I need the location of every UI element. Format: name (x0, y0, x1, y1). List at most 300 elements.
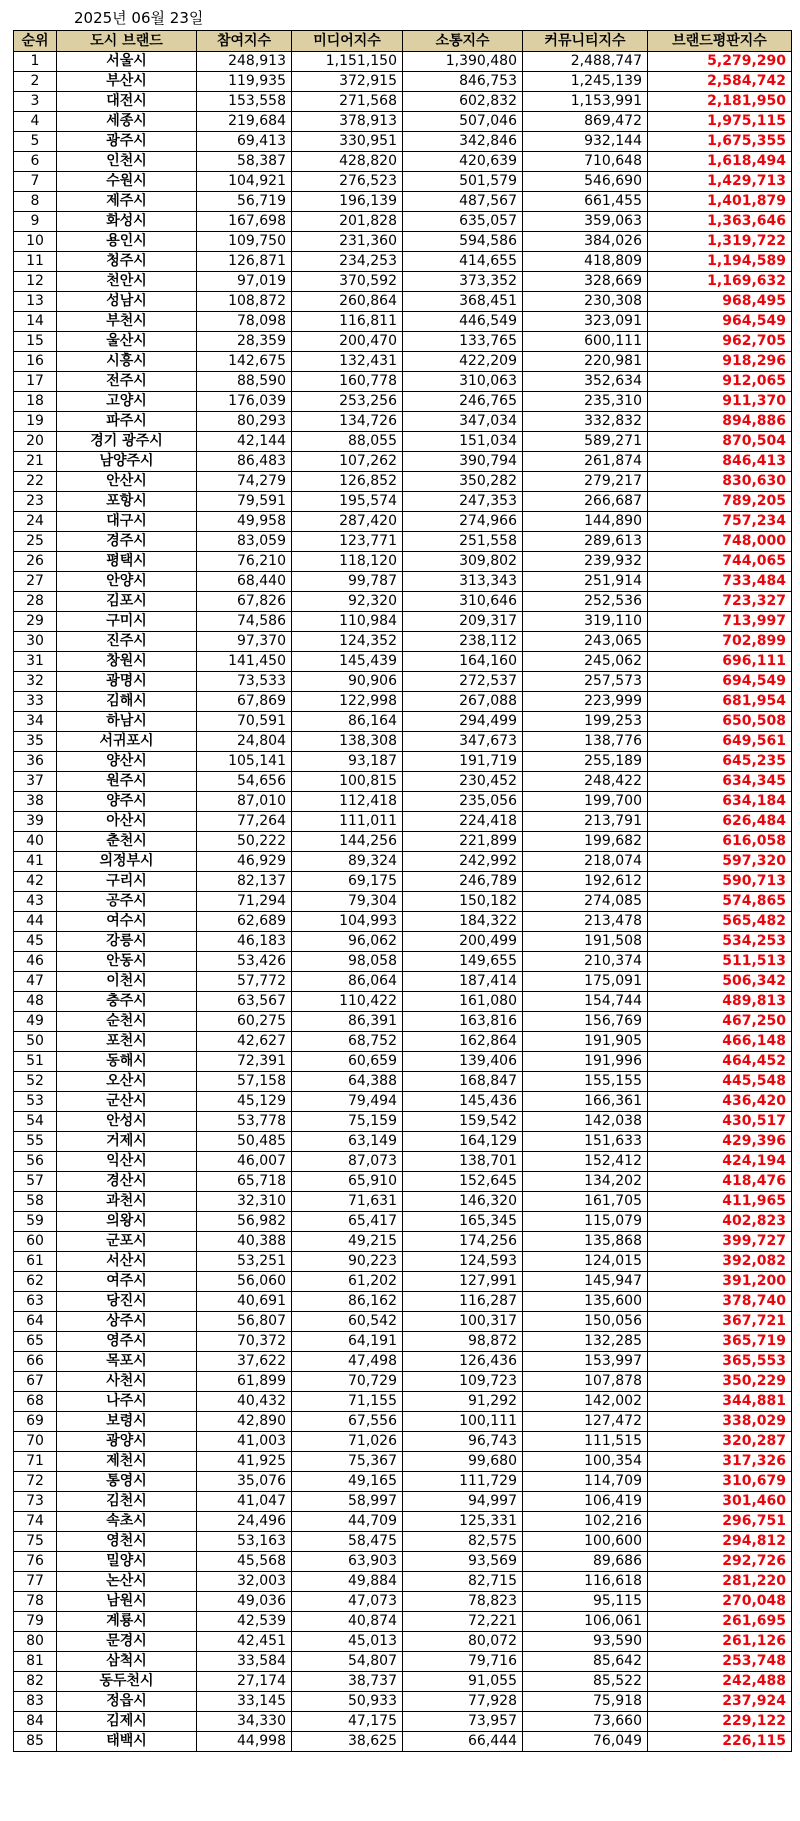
media-index-cell: 100,815 (292, 772, 403, 792)
communication-index-cell: 200,499 (403, 932, 523, 952)
community-index-cell: 223,999 (523, 692, 648, 712)
brand-reputation-index-cell: 365,553 (648, 1352, 792, 1372)
participation-index-cell: 82,137 (197, 872, 292, 892)
city-brand-ranking-table (13, 30, 792, 1752)
media-index-cell: 38,625 (292, 1732, 403, 1752)
media-index-cell: 47,175 (292, 1712, 403, 1732)
table-row (14, 1672, 792, 1692)
brand-reputation-index-cell: 467,250 (648, 1012, 792, 1032)
communication-index-cell: 310,063 (403, 372, 523, 392)
participation-index-cell: 74,586 (197, 612, 292, 632)
communication-index-cell: 313,343 (403, 572, 523, 592)
brand-reputation-index-cell: 1,319,722 (648, 232, 792, 252)
community-index-cell: 191,996 (523, 1052, 648, 1072)
communication-index-cell: 91,292 (403, 1392, 523, 1412)
rank-cell: 32 (14, 672, 57, 692)
communication-index-cell: 602,832 (403, 92, 523, 112)
media-index-cell: 201,828 (292, 212, 403, 232)
brand-reputation-index-cell: 789,205 (648, 492, 792, 512)
table-row (14, 1172, 792, 1192)
media-index-cell: 86,391 (292, 1012, 403, 1032)
participation-index-cell: 97,019 (197, 272, 292, 292)
media-index-cell: 64,388 (292, 1072, 403, 1092)
rank-cell: 2 (14, 72, 57, 92)
brand-reputation-index-cell: 1,975,115 (648, 112, 792, 132)
table-row (14, 1632, 792, 1652)
brand-reputation-index-cell: 694,549 (648, 672, 792, 692)
communication-index-cell: 100,111 (403, 1412, 523, 1432)
community-index-cell: 546,690 (523, 172, 648, 192)
community-index-cell: 319,110 (523, 612, 648, 632)
table-row (14, 1392, 792, 1412)
participation-index-cell: 67,826 (197, 592, 292, 612)
city-brand-cell: 김천시 (57, 1492, 197, 1512)
city-brand-cell: 양주시 (57, 792, 197, 812)
column-header-media-index: 미디어지수 (292, 31, 403, 52)
participation-index-cell: 126,871 (197, 252, 292, 272)
media-index-cell: 372,915 (292, 72, 403, 92)
brand-reputation-index-cell: 649,561 (648, 732, 792, 752)
table-row (14, 1592, 792, 1612)
communication-index-cell: 73,957 (403, 1712, 523, 1732)
media-index-cell: 111,011 (292, 812, 403, 832)
participation-index-cell: 88,590 (197, 372, 292, 392)
communication-index-cell: 125,331 (403, 1512, 523, 1532)
participation-index-cell: 142,675 (197, 352, 292, 372)
community-index-cell: 156,769 (523, 1012, 648, 1032)
communication-index-cell: 310,646 (403, 592, 523, 612)
media-index-cell: 132,431 (292, 352, 403, 372)
community-index-cell: 111,515 (523, 1432, 648, 1452)
community-index-cell: 352,634 (523, 372, 648, 392)
media-index-cell: 40,874 (292, 1612, 403, 1632)
communication-index-cell: 487,567 (403, 192, 523, 212)
community-index-cell: 134,202 (523, 1172, 648, 1192)
table-row (14, 212, 792, 232)
rank-cell: 82 (14, 1672, 57, 1692)
city-brand-cell: 제천시 (57, 1452, 197, 1472)
community-index-cell: 155,155 (523, 1072, 648, 1092)
community-index-cell: 89,686 (523, 1552, 648, 1572)
city-brand-cell: 경산시 (57, 1172, 197, 1192)
city-brand-cell: 부산시 (57, 72, 197, 92)
city-brand-cell: 여수시 (57, 912, 197, 932)
rank-cell: 10 (14, 232, 57, 252)
table-row (14, 52, 792, 72)
media-index-cell: 54,807 (292, 1652, 403, 1672)
media-index-cell: 122,998 (292, 692, 403, 712)
brand-reputation-index-cell: 445,548 (648, 1072, 792, 1092)
rank-cell: 50 (14, 1032, 57, 1052)
table-row (14, 592, 792, 612)
communication-index-cell: 246,789 (403, 872, 523, 892)
table-row (14, 652, 792, 672)
city-brand-cell: 제주시 (57, 192, 197, 212)
table-row (14, 412, 792, 432)
city-brand-cell: 밀양시 (57, 1552, 197, 1572)
rank-cell: 29 (14, 612, 57, 632)
media-index-cell: 60,659 (292, 1052, 403, 1072)
table-row (14, 272, 792, 292)
communication-index-cell: 91,055 (403, 1672, 523, 1692)
rank-cell: 42 (14, 872, 57, 892)
rank-cell: 38 (14, 792, 57, 812)
rank-cell: 24 (14, 512, 57, 532)
community-index-cell: 289,613 (523, 532, 648, 552)
table-row (14, 1572, 792, 1592)
community-index-cell: 243,065 (523, 632, 648, 652)
community-index-cell: 175,091 (523, 972, 648, 992)
city-brand-cell: 과천시 (57, 1192, 197, 1212)
media-index-cell: 63,149 (292, 1132, 403, 1152)
report-date: 2025년 06월 23일 (74, 9, 204, 27)
communication-index-cell: 151,034 (403, 432, 523, 452)
brand-reputation-index-cell: 681,954 (648, 692, 792, 712)
media-index-cell: 110,422 (292, 992, 403, 1012)
participation-index-cell: 78,098 (197, 312, 292, 332)
communication-index-cell: 98,872 (403, 1332, 523, 1352)
community-index-cell: 199,253 (523, 712, 648, 732)
media-index-cell: 107,262 (292, 452, 403, 472)
brand-reputation-index-cell: 696,111 (648, 652, 792, 672)
community-index-cell: 150,056 (523, 1312, 648, 1332)
communication-index-cell: 164,129 (403, 1132, 523, 1152)
media-index-cell: 69,175 (292, 872, 403, 892)
participation-index-cell: 104,921 (197, 172, 292, 192)
communication-index-cell: 347,034 (403, 412, 523, 432)
rank-cell: 21 (14, 452, 57, 472)
city-brand-cell: 거제시 (57, 1132, 197, 1152)
media-index-cell: 70,729 (292, 1372, 403, 1392)
rank-cell: 3 (14, 92, 57, 112)
communication-index-cell: 80,072 (403, 1632, 523, 1652)
brand-reputation-index-cell: 912,065 (648, 372, 792, 392)
city-brand-cell: 창원시 (57, 652, 197, 672)
brand-reputation-index-cell: 344,881 (648, 1392, 792, 1412)
brand-reputation-index-cell: 616,058 (648, 832, 792, 852)
rank-cell: 40 (14, 832, 57, 852)
rank-cell: 52 (14, 1072, 57, 1092)
table-row (14, 812, 792, 832)
city-brand-cell: 인천시 (57, 152, 197, 172)
participation-index-cell: 49,036 (197, 1592, 292, 1612)
table-row (14, 972, 792, 992)
city-brand-cell: 안성시 (57, 1112, 197, 1132)
participation-index-cell: 108,872 (197, 292, 292, 312)
community-index-cell: 76,049 (523, 1732, 648, 1752)
communication-index-cell: 274,966 (403, 512, 523, 532)
community-index-cell: 359,063 (523, 212, 648, 232)
participation-index-cell: 56,982 (197, 1212, 292, 1232)
rank-cell: 5 (14, 132, 57, 152)
rank-cell: 39 (14, 812, 57, 832)
media-index-cell: 124,352 (292, 632, 403, 652)
media-index-cell: 160,778 (292, 372, 403, 392)
table-row (14, 1072, 792, 1092)
communication-index-cell: 267,088 (403, 692, 523, 712)
communication-index-cell: 230,452 (403, 772, 523, 792)
table-row (14, 552, 792, 572)
city-brand-cell: 계룡시 (57, 1612, 197, 1632)
city-brand-cell: 사천시 (57, 1372, 197, 1392)
media-index-cell: 260,864 (292, 292, 403, 312)
city-brand-cell: 보령시 (57, 1412, 197, 1432)
community-index-cell: 166,361 (523, 1092, 648, 1112)
participation-index-cell: 40,432 (197, 1392, 292, 1412)
media-index-cell: 60,542 (292, 1312, 403, 1332)
media-index-cell: 104,993 (292, 912, 403, 932)
media-index-cell: 88,055 (292, 432, 403, 452)
brand-reputation-index-cell: 894,886 (648, 412, 792, 432)
communication-index-cell: 184,322 (403, 912, 523, 932)
rank-cell: 67 (14, 1372, 57, 1392)
community-index-cell: 332,832 (523, 412, 648, 432)
media-index-cell: 231,360 (292, 232, 403, 252)
communication-index-cell: 247,353 (403, 492, 523, 512)
rank-cell: 22 (14, 472, 57, 492)
brand-reputation-index-cell: 846,413 (648, 452, 792, 472)
communication-index-cell: 242,992 (403, 852, 523, 872)
city-brand-cell: 당진시 (57, 1292, 197, 1312)
media-index-cell: 123,771 (292, 532, 403, 552)
table-row (14, 1112, 792, 1132)
community-index-cell: 191,508 (523, 932, 648, 952)
community-index-cell: 95,115 (523, 1592, 648, 1612)
communication-index-cell: 146,320 (403, 1192, 523, 1212)
communication-index-cell: 139,406 (403, 1052, 523, 1072)
rank-cell: 69 (14, 1412, 57, 1432)
community-index-cell: 145,947 (523, 1272, 648, 1292)
participation-index-cell: 53,251 (197, 1252, 292, 1272)
table-row (14, 372, 792, 392)
communication-index-cell: 94,997 (403, 1492, 523, 1512)
media-index-cell: 63,903 (292, 1552, 403, 1572)
city-brand-cell: 안동시 (57, 952, 197, 972)
brand-reputation-index-cell: 365,719 (648, 1332, 792, 1352)
rank-cell: 14 (14, 312, 57, 332)
table-row (14, 1212, 792, 1232)
community-index-cell: 124,015 (523, 1252, 648, 1272)
rank-cell: 49 (14, 1012, 57, 1032)
communication-index-cell: 82,575 (403, 1532, 523, 1552)
table-row (14, 1472, 792, 1492)
participation-index-cell: 42,451 (197, 1632, 292, 1652)
city-brand-cell: 청주시 (57, 252, 197, 272)
brand-reputation-index-cell: 723,327 (648, 592, 792, 612)
community-index-cell: 114,709 (523, 1472, 648, 1492)
media-index-cell: 253,256 (292, 392, 403, 412)
media-index-cell: 68,752 (292, 1032, 403, 1052)
communication-index-cell: 246,765 (403, 392, 523, 412)
participation-index-cell: 24,804 (197, 732, 292, 752)
participation-index-cell: 53,778 (197, 1112, 292, 1132)
media-index-cell: 58,997 (292, 1492, 403, 1512)
table-row (14, 292, 792, 312)
rank-cell: 61 (14, 1252, 57, 1272)
table-row (14, 172, 792, 192)
rank-cell: 76 (14, 1552, 57, 1572)
participation-index-cell: 42,539 (197, 1612, 292, 1632)
communication-index-cell: 373,352 (403, 272, 523, 292)
table-row (14, 132, 792, 152)
table-row (14, 1532, 792, 1552)
community-index-cell: 152,412 (523, 1152, 648, 1172)
media-index-cell: 287,420 (292, 512, 403, 532)
media-index-cell: 271,568 (292, 92, 403, 112)
brand-reputation-index-cell: 744,065 (648, 552, 792, 572)
table-row (14, 492, 792, 512)
community-index-cell: 135,600 (523, 1292, 648, 1312)
city-brand-cell: 원주시 (57, 772, 197, 792)
media-index-cell: 1,151,150 (292, 52, 403, 72)
participation-index-cell: 83,059 (197, 532, 292, 552)
community-index-cell: 191,905 (523, 1032, 648, 1052)
communication-index-cell: 594,586 (403, 232, 523, 252)
participation-index-cell: 71,294 (197, 892, 292, 912)
column-header-brand-reputation-index: 브랜드평판지수 (648, 31, 792, 52)
media-index-cell: 49,165 (292, 1472, 403, 1492)
rank-cell: 13 (14, 292, 57, 312)
community-index-cell: 279,217 (523, 472, 648, 492)
media-index-cell: 75,367 (292, 1452, 403, 1472)
rank-cell: 46 (14, 952, 57, 972)
brand-reputation-index-cell: 429,396 (648, 1132, 792, 1152)
city-brand-cell: 오산시 (57, 1072, 197, 1092)
city-brand-cell: 성남시 (57, 292, 197, 312)
city-brand-cell: 서귀포시 (57, 732, 197, 752)
city-brand-cell: 강릉시 (57, 932, 197, 952)
brand-reputation-index-cell: 378,740 (648, 1292, 792, 1312)
city-brand-cell: 천안시 (57, 272, 197, 292)
table-row (14, 772, 792, 792)
participation-index-cell: 56,060 (197, 1272, 292, 1292)
media-index-cell: 50,933 (292, 1692, 403, 1712)
participation-index-cell: 176,039 (197, 392, 292, 412)
table-row (14, 112, 792, 132)
brand-reputation-index-cell: 270,048 (648, 1592, 792, 1612)
communication-index-cell: 209,317 (403, 612, 523, 632)
rank-cell: 80 (14, 1632, 57, 1652)
community-index-cell: 106,061 (523, 1612, 648, 1632)
city-brand-cell: 공주시 (57, 892, 197, 912)
brand-reputation-index-cell: 918,296 (648, 352, 792, 372)
city-brand-cell: 김포시 (57, 592, 197, 612)
community-index-cell: 106,419 (523, 1492, 648, 1512)
media-index-cell: 79,304 (292, 892, 403, 912)
community-index-cell: 85,642 (523, 1652, 648, 1672)
participation-index-cell: 74,279 (197, 472, 292, 492)
brand-reputation-index-cell: 310,679 (648, 1472, 792, 1492)
table-header (14, 31, 792, 52)
participation-index-cell: 56,719 (197, 192, 292, 212)
media-index-cell: 90,223 (292, 1252, 403, 1272)
communication-index-cell: 390,794 (403, 452, 523, 472)
table-row (14, 1492, 792, 1512)
city-brand-cell: 양산시 (57, 752, 197, 772)
rank-cell: 19 (14, 412, 57, 432)
city-brand-cell: 하남시 (57, 712, 197, 732)
brand-reputation-index-cell: 294,812 (648, 1532, 792, 1552)
community-index-cell: 107,878 (523, 1372, 648, 1392)
community-index-cell: 245,062 (523, 652, 648, 672)
communication-index-cell: 165,345 (403, 1212, 523, 1232)
table-row (14, 432, 792, 452)
brand-reputation-index-cell: 292,726 (648, 1552, 792, 1572)
rank-cell: 53 (14, 1092, 57, 1112)
communication-index-cell: 224,418 (403, 812, 523, 832)
participation-index-cell: 69,413 (197, 132, 292, 152)
community-index-cell: 210,374 (523, 952, 648, 972)
communication-index-cell: 150,182 (403, 892, 523, 912)
table-row (14, 392, 792, 412)
brand-reputation-index-cell: 968,495 (648, 292, 792, 312)
city-brand-cell: 경주시 (57, 532, 197, 552)
table-row (14, 232, 792, 252)
participation-index-cell: 65,718 (197, 1172, 292, 1192)
community-index-cell: 115,079 (523, 1212, 648, 1232)
table-row (14, 1732, 792, 1752)
brand-reputation-index-cell: 229,122 (648, 1712, 792, 1732)
city-brand-cell: 익산시 (57, 1152, 197, 1172)
media-index-cell: 378,913 (292, 112, 403, 132)
media-index-cell: 116,811 (292, 312, 403, 332)
community-index-cell: 266,687 (523, 492, 648, 512)
city-brand-cell: 서울시 (57, 52, 197, 72)
rank-cell: 56 (14, 1152, 57, 1172)
city-brand-cell: 여주시 (57, 1272, 197, 1292)
communication-index-cell: 109,723 (403, 1372, 523, 1392)
city-brand-cell: 광주시 (57, 132, 197, 152)
city-brand-cell: 아산시 (57, 812, 197, 832)
rank-cell: 57 (14, 1172, 57, 1192)
rank-cell: 47 (14, 972, 57, 992)
city-brand-cell: 시흥시 (57, 352, 197, 372)
brand-reputation-index-cell: 338,029 (648, 1412, 792, 1432)
table-row (14, 1292, 792, 1312)
city-brand-cell: 화성시 (57, 212, 197, 232)
communication-index-cell: 159,542 (403, 1112, 523, 1132)
table-row (14, 1032, 792, 1052)
rank-cell: 55 (14, 1132, 57, 1152)
city-brand-cell: 김제시 (57, 1712, 197, 1732)
media-index-cell: 47,498 (292, 1352, 403, 1372)
media-index-cell: 58,475 (292, 1532, 403, 1552)
brand-reputation-index-cell: 1,194,589 (648, 252, 792, 272)
communication-index-cell: 77,928 (403, 1692, 523, 1712)
media-index-cell: 89,324 (292, 852, 403, 872)
community-index-cell: 2,488,747 (523, 52, 648, 72)
city-brand-cell: 의왕시 (57, 1212, 197, 1232)
rank-cell: 9 (14, 212, 57, 232)
brand-reputation-index-cell: 424,194 (648, 1152, 792, 1172)
brand-reputation-index-cell: 565,482 (648, 912, 792, 932)
table-row (14, 92, 792, 112)
column-header-city-brand: 도시 브랜드 (57, 31, 197, 52)
table-row (14, 1712, 792, 1732)
media-index-cell: 47,073 (292, 1592, 403, 1612)
brand-reputation-index-cell: 911,370 (648, 392, 792, 412)
communication-index-cell: 507,046 (403, 112, 523, 132)
table-row (14, 872, 792, 892)
table-row (14, 1192, 792, 1212)
city-brand-cell: 울산시 (57, 332, 197, 352)
brand-reputation-index-cell: 464,452 (648, 1052, 792, 1072)
rank-cell: 81 (14, 1652, 57, 1672)
column-header-communication-index: 소통지수 (403, 31, 523, 52)
city-brand-cell: 군산시 (57, 1092, 197, 1112)
communication-index-cell: 251,558 (403, 532, 523, 552)
media-index-cell: 144,256 (292, 832, 403, 852)
